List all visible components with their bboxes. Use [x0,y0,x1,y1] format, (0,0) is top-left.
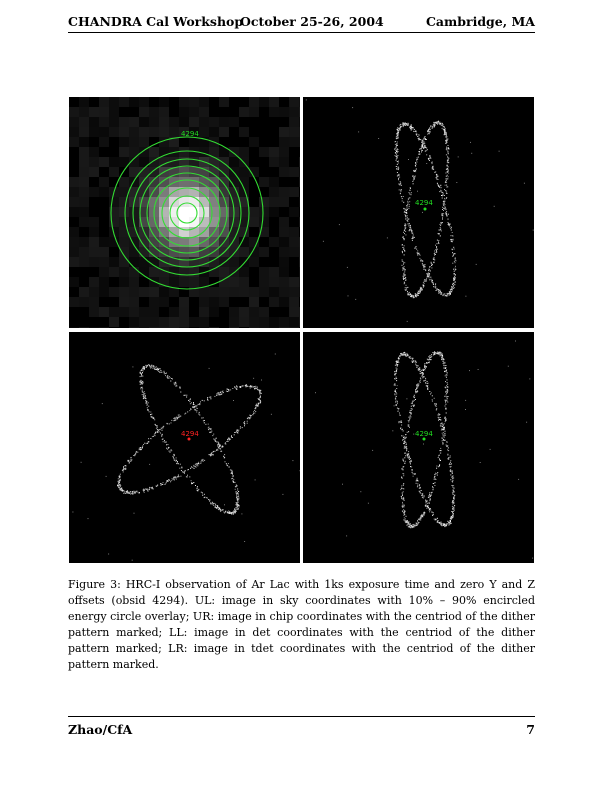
det-image [69,332,300,563]
tdet-image [303,332,534,563]
header-location: Cambridge, MA [425,14,535,29]
header-workshop-title: CHANDRA Cal Workshop [68,14,244,29]
panel-tdet-coordinates [303,332,534,563]
chip-image [303,97,534,328]
page-footer [68,722,535,740]
header-date: October 25-26, 2004 [240,14,384,29]
sky-image [69,97,300,328]
centroid-marker [424,208,427,211]
obsid-label: 4294 [415,430,433,438]
footer-author: Zhao/CfA [68,722,133,737]
page-header [68,14,535,32]
page-number: 7 [526,722,535,737]
obsid-label: 4294 [415,199,433,207]
obsid-label: 4294 [181,430,199,438]
panel-chip-coordinates [303,97,534,328]
figure-caption: Figure 3: HRC-I observation of Ar Lac with 1ks exposure time and zero Y and Z offsets (obsid 4294). UL: image in sky coordinates with 10% – 90% encircled energy circle overlay; UR: image in chip coordinates with the centriod of the dither pattern marked; LL: image in det coordinates with the centriod of the dither pattern marked; LR: image in tdet coordinates with the centriod of the dither pattern marked. [68,578,535,671]
footer-rule [68,716,535,717]
panel-det-coordinates [69,332,300,563]
obsid-label: 4294 [181,130,199,138]
panel-sky-coordinates [69,97,300,328]
header-rule [68,32,535,33]
